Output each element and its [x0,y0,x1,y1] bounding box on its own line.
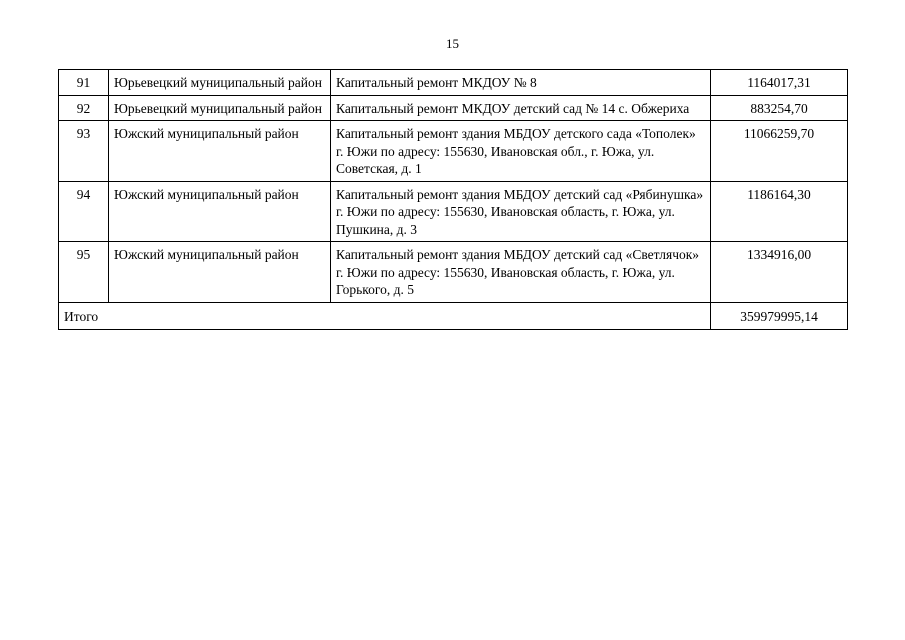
total-amount: 359979995,14 [711,302,848,330]
table-row [59,70,848,96]
row-district: Южский муниципальный район [109,181,331,242]
table-row [59,181,848,242]
row-district: Южский муниципальный район [109,121,331,182]
row-district: Юрьевецкий муниципальный район [109,95,331,121]
total-row [59,302,848,330]
row-amount: 11066259,70 [711,121,848,182]
row-number: 93 [59,121,109,182]
table-row [59,242,848,303]
row-object: Капитальный ремонт МКДОУ детский сад № 14 с. Обжериха [331,95,711,121]
row-district: Юрьевецкий муниципальный район [109,70,331,96]
total-label: Итого [59,302,711,330]
row-number: 92 [59,95,109,121]
page-number: 15 [446,36,459,51]
row-number: 94 [59,181,109,242]
row-district: Южский муниципальный район [109,242,331,303]
row-number: 95 [59,242,109,303]
row-object: Капитальный ремонт здания МБДОУ детского сада «Тополек» г. Южи по адресу: 155630, Ивановская обл., г. Южа, ул. Советская, д. 1 [331,121,711,182]
row-amount: 1186164,30 [711,181,848,242]
row-object: Капитальный ремонт здания МБДОУ детский сад «Светлячок» г. Южи по адресу: 155630, Ивановская область, г. Южа, ул. Горького, д. 5 [331,242,711,303]
table-row [59,95,848,121]
row-amount: 883254,70 [711,95,848,121]
row-amount: 1334916,00 [711,242,848,303]
row-amount: 1164017,31 [711,70,848,96]
funding-table [58,69,848,330]
row-object: Капитальный ремонт здания МБДОУ детский сад «Рябинушка» г. Южи по адресу: 155630, Ивановская область, г. Южа, ул. Пушкина, д. 3 [331,181,711,242]
row-number: 91 [59,70,109,96]
row-object: Капитальный ремонт МКДОУ № 8 [331,70,711,96]
table-row [59,121,848,182]
